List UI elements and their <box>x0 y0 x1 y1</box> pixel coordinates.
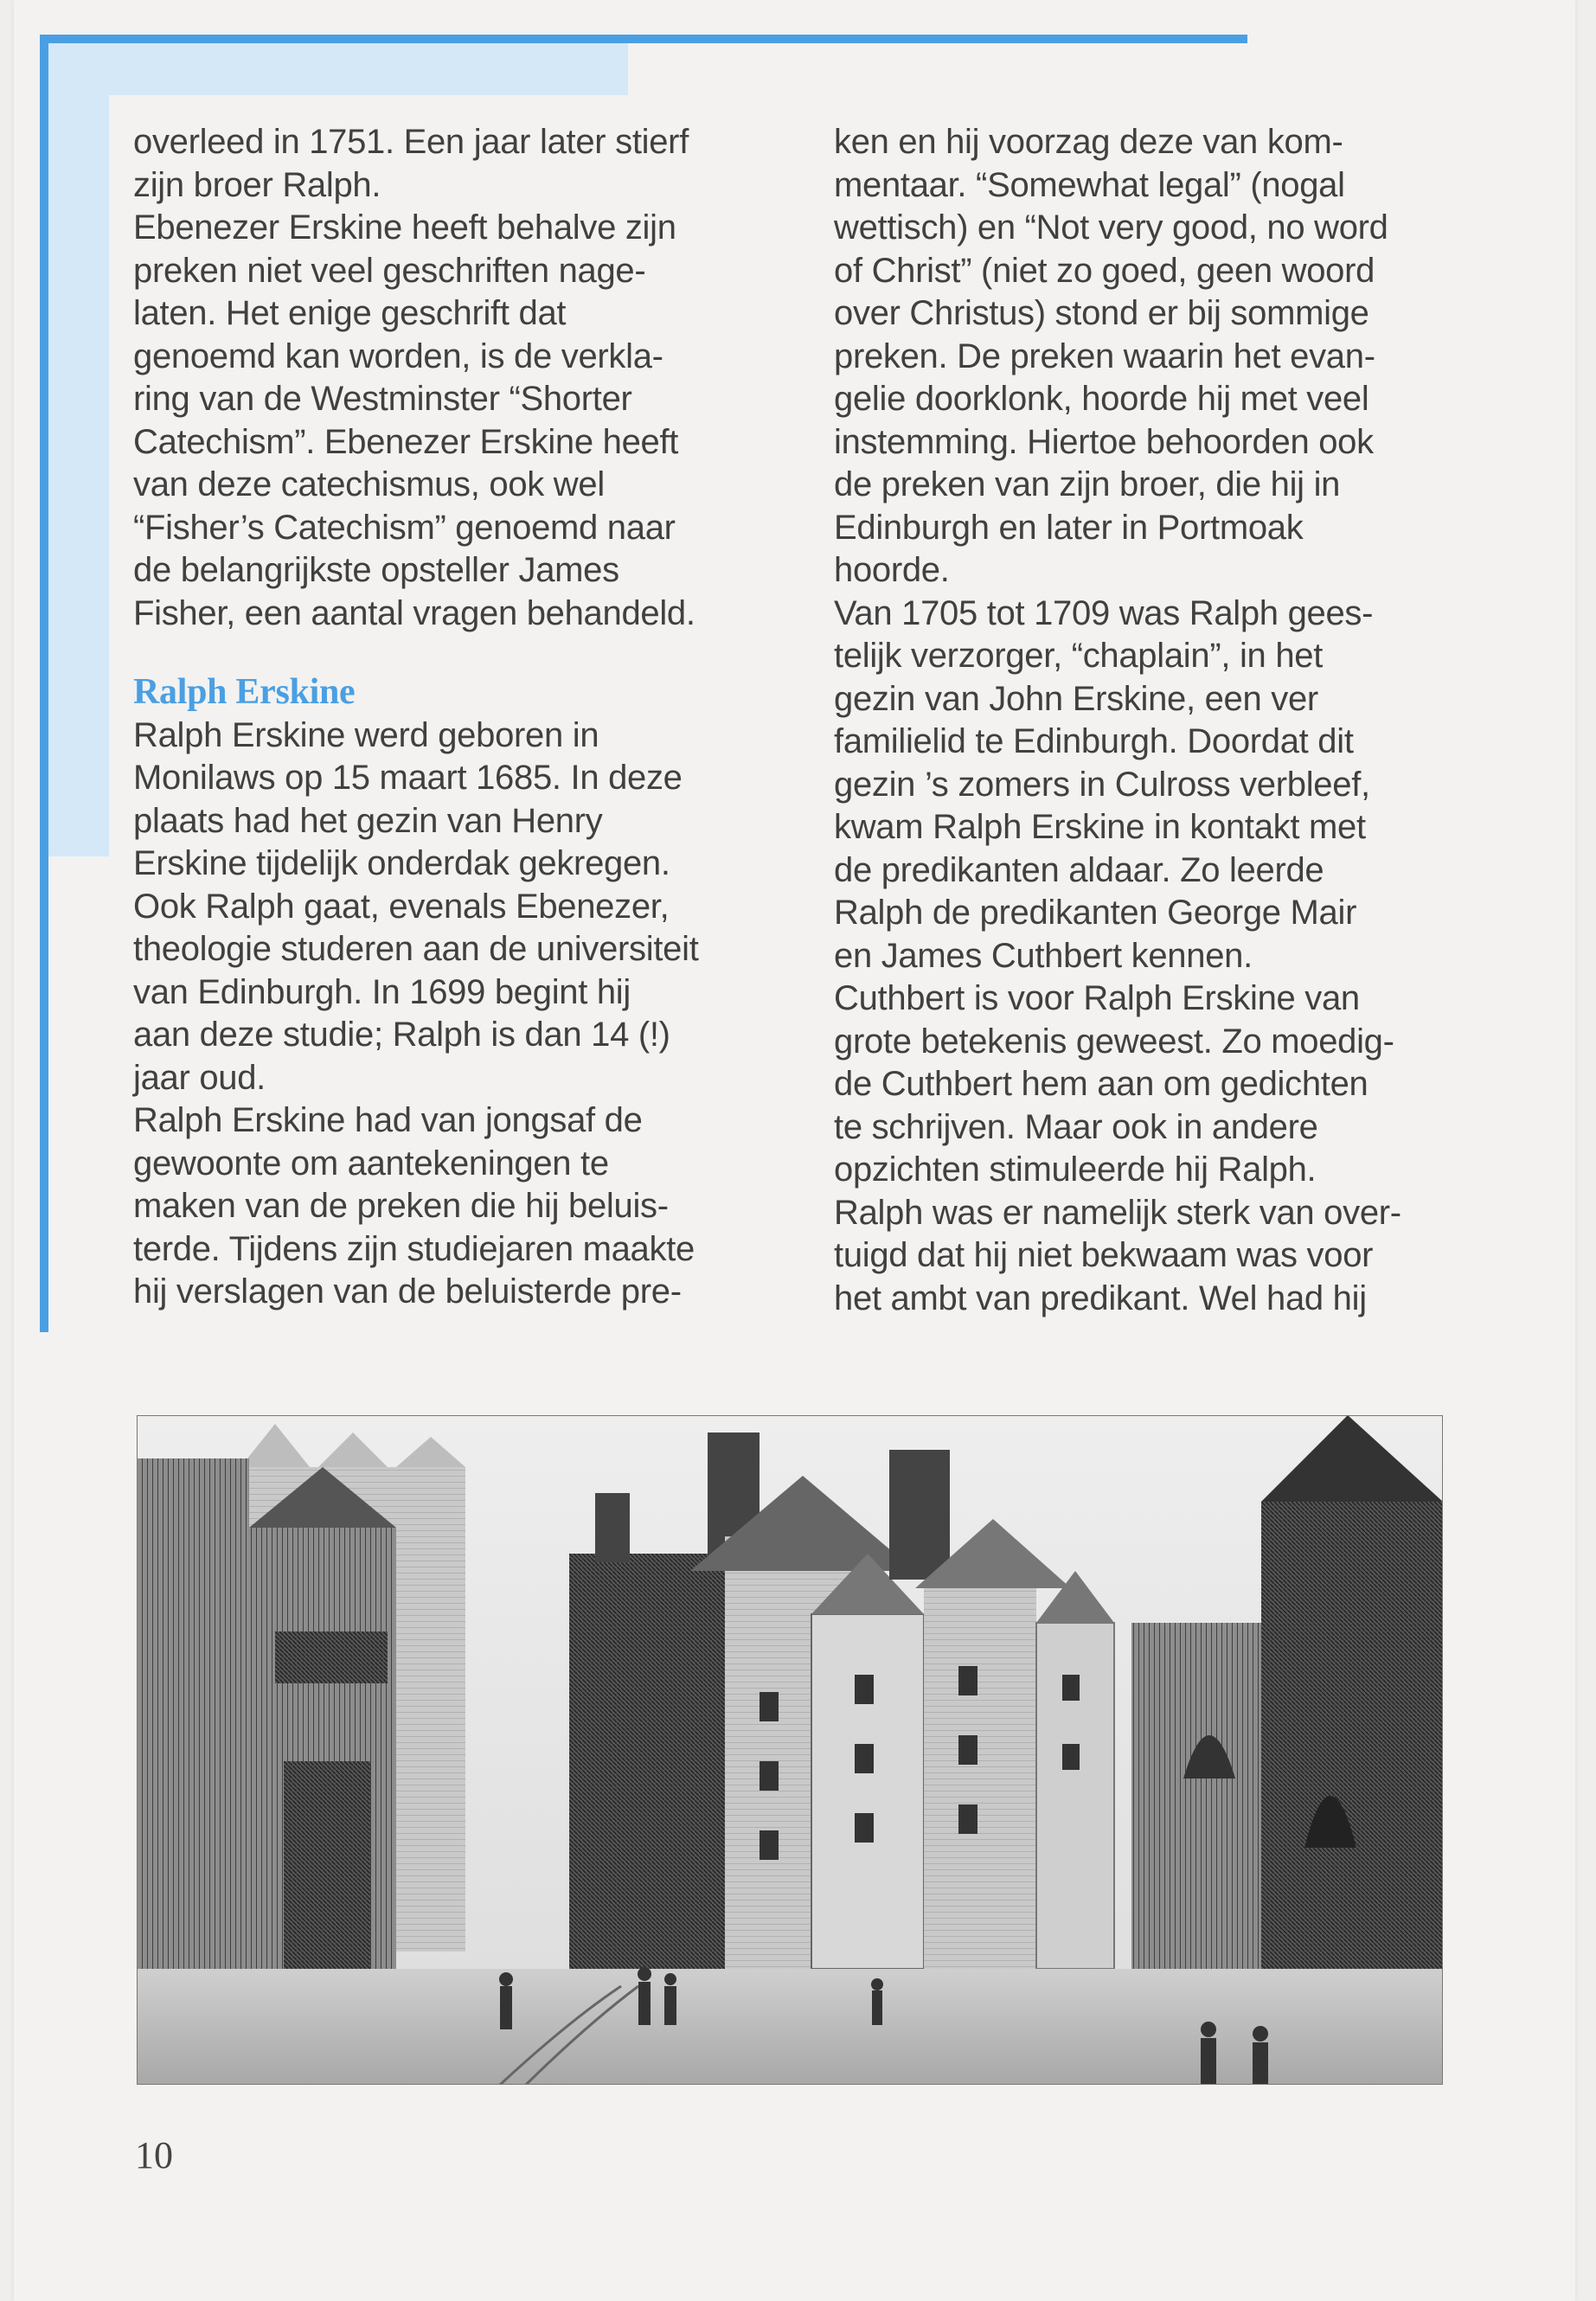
text-line: jaar oud. <box>133 1058 266 1097</box>
text-line: ken en hij voorzag deze van kom- <box>834 123 1343 161</box>
text-line: Ralph de predikanten George Mair <box>834 894 1357 932</box>
text-line: Erskine tijdelijk onderdak gekregen. <box>133 844 670 882</box>
text-line: Ralph Erskine werd geboren in <box>133 715 599 754</box>
text-line: overleed in 1751. Een jaar later stierf <box>133 123 689 161</box>
text-line: gewoonte om aantekeningen te <box>133 1144 609 1183</box>
text-line: grote betekenis geweest. Zo moedig- <box>834 1022 1394 1061</box>
text-line: of Christ” (niet zo goed, geen woord <box>834 251 1375 290</box>
text-line: Ralph Erskine had van jongsaf de <box>133 1101 643 1139</box>
text-line: gezin ’s zomers in Culross verbleef, <box>834 765 1370 804</box>
text-line: de belangrijkste opsteller James <box>133 551 619 589</box>
text-line: Cuthbert is voor Ralph Erskine van <box>834 979 1360 1017</box>
accent-bar-left <box>40 35 48 1332</box>
text-line: hoorde. <box>834 551 950 589</box>
engraving-illustration <box>137 1415 1443 2085</box>
text-line: Monilaws op 15 maart 1685. In deze <box>133 759 683 797</box>
text-line: over Christus) stond er bij sommige <box>834 294 1369 332</box>
text-line: zijn broer Ralph. <box>133 165 381 204</box>
text-line: “Fisher’s Catechism” genoemd naar <box>133 508 676 547</box>
text-line: telijk verzorger, “chaplain”, in het <box>834 637 1324 675</box>
text-line: tuigd dat hij niet bekwaam was voor <box>834 1236 1374 1274</box>
text-line: de preken van zijn broer, die hij in <box>834 465 1341 503</box>
text-line: opzichten stimuleerde hij Ralph. <box>834 1150 1317 1189</box>
text-line: kwam Ralph Erskine in kontakt met <box>834 808 1366 846</box>
text-line: instemming. Hiertoe behoorden ook <box>834 422 1374 461</box>
accent-block-light <box>48 43 628 95</box>
left-column <box>133 121 791 1314</box>
text-line: het ambt van predikant. Wel had hij <box>834 1279 1367 1317</box>
text-line: gezin van John Erskine, een ver <box>834 679 1318 718</box>
text-line: en James Cuthbert kennen. <box>834 936 1253 975</box>
text-line: terde. Tijdens zijn studiejaren maakte <box>133 1229 695 1268</box>
book-page <box>14 0 1575 2301</box>
page-number: 10 <box>135 2134 173 2176</box>
text-line: plaats had het gezin van Henry <box>133 801 603 840</box>
text-line: aan deze studie; Ralph is dan 14 (!) <box>133 1016 670 1054</box>
text-line: gelie doorklonk, hoorde hij met veel <box>834 380 1369 418</box>
text-line: genoemd kan worden, is de verkla- <box>133 336 663 375</box>
text-line: Edinburgh en later in Portmoak <box>834 508 1304 547</box>
text-line: wettisch) en “Not very good, no word <box>834 208 1388 247</box>
text-line: Catechism”. Ebenezer Erskine heeft <box>133 422 679 461</box>
text-line: Ook Ralph gaat, evenals Ebenezer, <box>133 887 670 926</box>
right-column <box>834 121 1491 1320</box>
text-line: theologie studeren aan de universiteit <box>133 930 699 968</box>
text-line: hij verslagen van de beluisterde pre- <box>133 1272 682 1311</box>
text-line: van Edinburgh. In 1699 begint hij <box>133 972 631 1011</box>
accent-bar-top <box>40 35 1247 43</box>
text-line: preken. De preken waarin het evan- <box>834 336 1375 375</box>
text-line: familielid te Edinburgh. Doordat dit <box>834 722 1354 760</box>
text-line: Fisher, een aantal vragen behandeld. <box>133 593 695 632</box>
section-heading: Ralph Erskine <box>133 672 356 712</box>
text-line: laten. Het enige geschrift dat <box>133 294 567 332</box>
text-line: Ebenezer Erskine heeft behalve zijn <box>133 208 676 247</box>
text-line: de predikanten aldaar. Zo leerde <box>834 850 1324 889</box>
text-line: Van 1705 tot 1709 was Ralph gees- <box>834 593 1374 632</box>
text-line: te schrijven. Maar ook in andere <box>834 1107 1318 1146</box>
text-line: maken van de preken die hij beluis- <box>133 1187 669 1225</box>
accent-side-light <box>48 95 109 856</box>
text-line: van deze catechismus, ook wel <box>133 465 605 503</box>
text-line: mentaar. “Somewhat legal” (nogal <box>834 165 1345 204</box>
text-line: ring van de Westminster “Shorter <box>133 380 632 418</box>
text-line: preken niet veel geschriften nage- <box>133 251 646 290</box>
text-line: Ralph was er namelijk sterk van over- <box>834 1193 1401 1232</box>
text-line: de Cuthbert hem aan om gedichten <box>834 1065 1368 1103</box>
old-town-street-engraving <box>137 1415 1443 2085</box>
